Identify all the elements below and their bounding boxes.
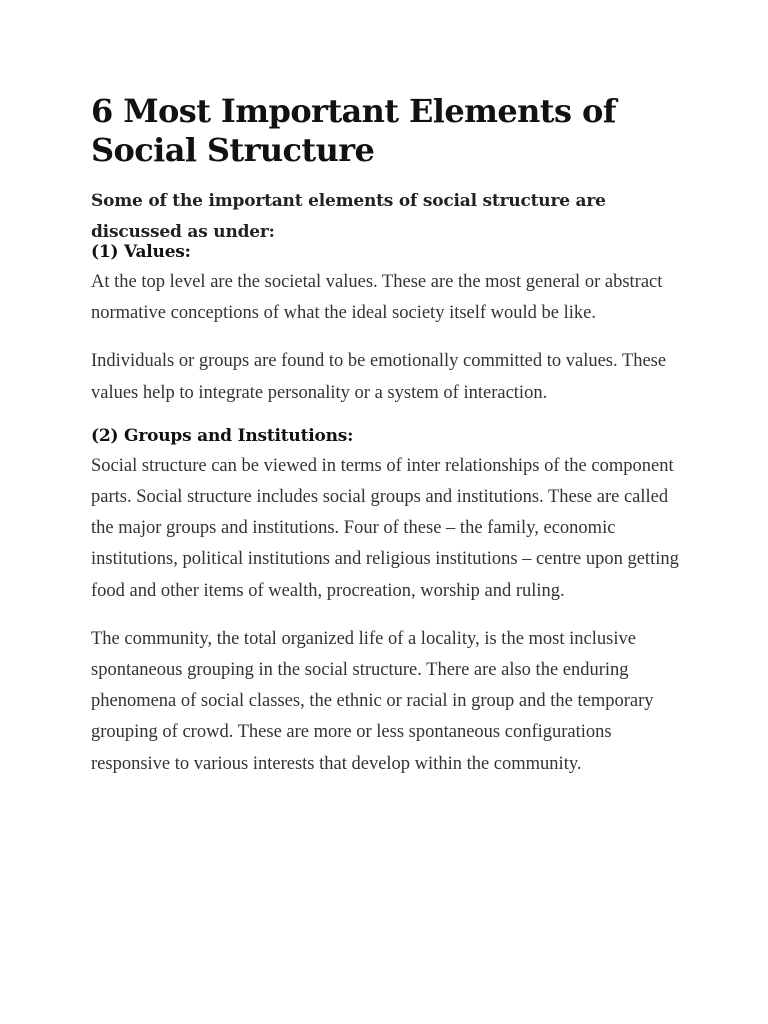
paragraph: At the top level are the societal values. These are the most general or abstract normative conceptions of what the ideal society itself would be like. <box>91 272 663 324</box>
paragraph: Individuals or groups are found to be emotionally committed to values. These values help to integrate personality or a system of interaction. <box>91 351 667 403</box>
section-groups-and-institutions <box>91 424 691 780</box>
article <box>91 92 691 780</box>
article-title: 6 Most Important Elements of Social Structure <box>91 92 616 169</box>
article-intro: Some of the important elements of social structure are discussed as under: <box>91 191 606 242</box>
section-values <box>91 240 691 409</box>
section-heading-groups-and-institutions: (2) Groups and Institutions: <box>91 425 354 446</box>
section-heading-values: (1) Values: <box>91 242 191 262</box>
paragraph: Social structure can be viewed in terms of inter relationships of the component parts. Social structure includes social groups and institutions. These are called the major groups and institutions. Four of these – the family, economic institutions, political institutions and religious institutions – centre upon getting food and other items of wealth, procreation, worship and ruling. <box>91 455 679 601</box>
paragraph: The community, the total organized life of a locality, is the most inclusive spontaneous grouping in the social structure. There are also the enduring phenomena of social classes, the ethnic or racial in group and the temporary grouping of crowd. These are more or less spontaneous configurations responsive to various interests that develop within the community. <box>91 628 654 774</box>
